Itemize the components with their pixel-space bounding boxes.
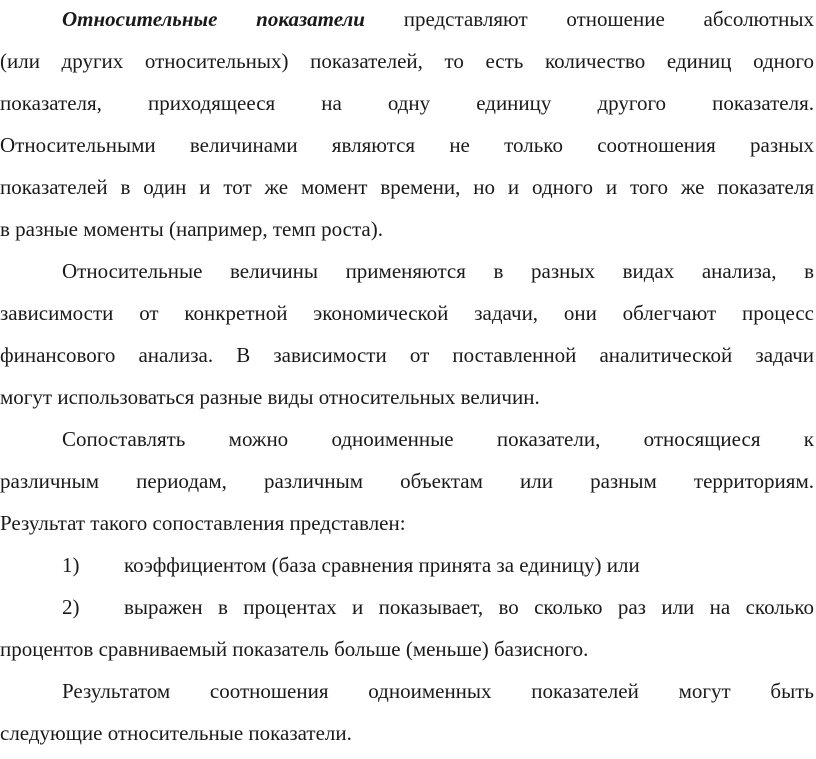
paragraph-3-line-1: Сопоставлять можно одноименные показатели, относящиеся к [62,427,814,451]
list-item-text: коэффициентом (база сравнения принята за единицу) или [124,553,640,577]
paragraph-1-line-6: в разные моменты (например, темп роста). [0,217,383,241]
paragraph-2-line-2: зависимости от конкретной экономической задачи, они облегчают процесс [0,301,814,325]
paragraph-4-line-2: следующие относительные показатели. [0,721,352,745]
paragraph-1-line-5: показателей в один и тот же момент времени, но и одного и того же показателя [0,175,814,199]
paragraph-4-line-1: Результатом соотношения одноименных показателей могут быть [62,679,814,703]
paragraph-1-line-3: показателя, приходящееся на одну единицу другого показателя. [0,91,814,115]
paragraph-1-line-1-rest: представляют отношение абсолютных [364,7,814,31]
paragraph-1-line-4: Относительными величинами являются не только соотношения разных [0,133,814,157]
list-item-text: выражен в процентах и показывает, во сколько раз или на сколько [124,595,814,619]
paragraph-1-line-2: (или других относительных) показателей, то есть количество единиц одного [0,49,814,73]
list-item [0,550,814,580]
list-item-continuation: процентов сравниваемый показатель больше (меньше) базисного. [0,637,589,661]
list-item [0,592,814,622]
paragraph-2-line-3: финансового анализа. В зависимости от поставленной аналитической задачи [0,343,814,367]
paragraph-1-line-1 [62,4,814,34]
paragraph-2-line-1: Относительные величины применяются в разных видах анализа, в [62,259,814,283]
defined-term: Относительные показатели [62,7,365,31]
paragraph-3-line-2: различным периодам, различным объектам или разным территориям. [0,469,814,493]
paragraph-2-line-4: могут использоваться разные виды относительных величин. [0,385,540,409]
paragraph-3-line-3: Результат такого сопоставления представлен: [0,511,406,535]
list-number: 1) [62,553,80,577]
list-number: 2) [62,595,80,619]
